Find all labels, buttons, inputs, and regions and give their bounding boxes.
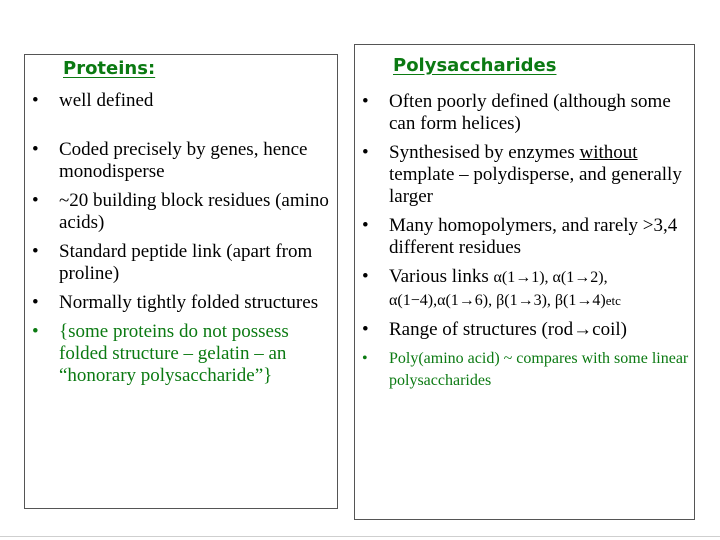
proteins-list	[25, 90, 330, 387]
list-item: • Often poorly defined (although some can form helices)	[362, 91, 671, 134]
list-item-note: • Poly(amino acid) ~ compares with some linear polysaccharides	[362, 350, 689, 389]
list-item: • Various links α(1→1), α(1→2), α(1−4),α(1→6), β(1→3), β(1→4)etc	[362, 266, 621, 309]
list-item: • Normally tightly folded structures	[32, 292, 319, 313]
list-item: • Many homopolymers, and rarely >3,4 different residues	[362, 215, 678, 258]
polysaccharides-heading: Polysaccharides	[393, 55, 557, 76]
list-item: • ~20 building block residues (amino acids)	[32, 190, 329, 233]
proteins-panel	[24, 54, 338, 509]
list-item: • Standard peptide link (apart from proline)	[32, 241, 313, 284]
list-item: • Coded precisely by genes, hence monodisperse	[32, 139, 308, 182]
link-types: α(1→1), α(1→2), α(1−4),α(1→6), β(1→3), β(1→4)	[389, 269, 608, 309]
list-item: • well defined	[32, 90, 154, 111]
list-item: • Synthesised by enzymes without template – polydisperse, and generally larger	[362, 142, 682, 207]
list-item: • Range of structures (rod→coil)	[362, 319, 627, 340]
list-item-note: • {some proteins do not possess folded structure – gelatin – an “honorary polysaccharide”}	[32, 321, 289, 386]
proteins-heading: Proteins:	[63, 58, 156, 79]
polysaccharides-panel	[354, 44, 695, 520]
polysaccharides-list	[355, 91, 693, 392]
bottom-divider	[0, 536, 720, 537]
underlined-word: without	[579, 142, 638, 163]
